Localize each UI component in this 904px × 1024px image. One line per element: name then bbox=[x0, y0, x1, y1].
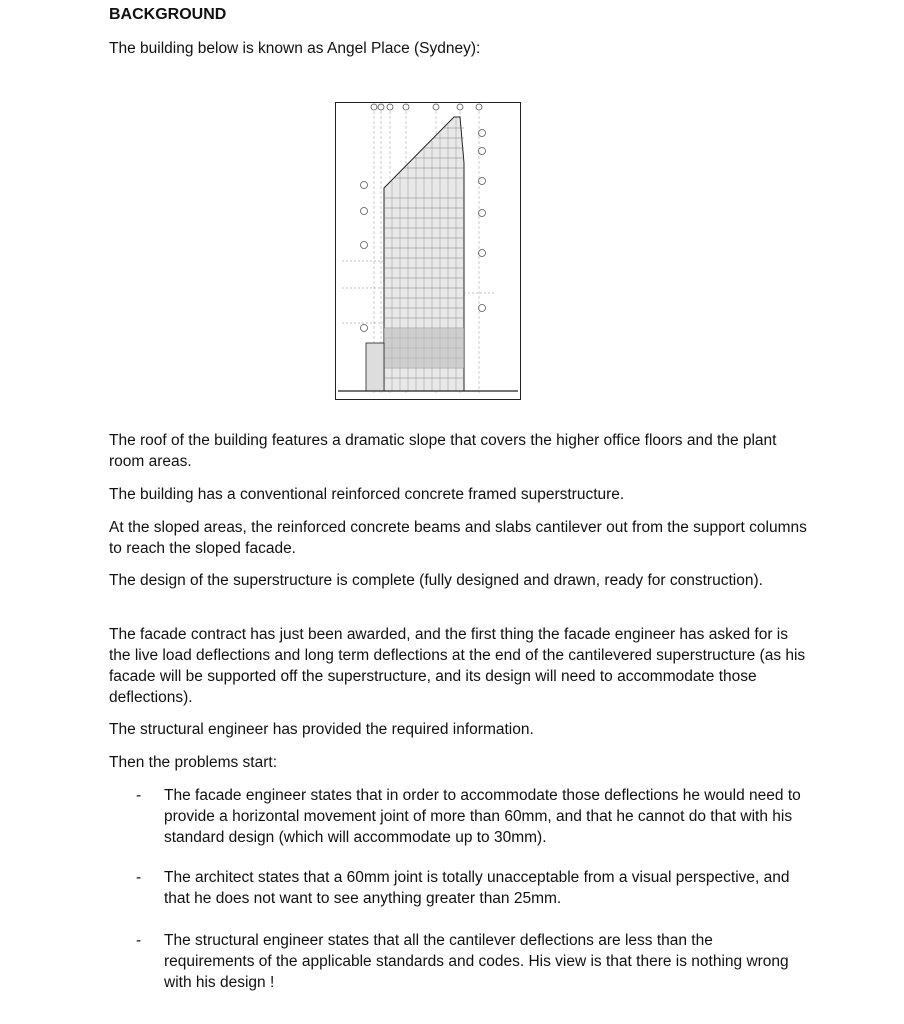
elevation-drawing bbox=[336, 103, 520, 399]
paragraph-3: At the sloped areas, the reinforced concrete beams and slabs cantilever out from the support columns to reach the sloped facade. bbox=[109, 519, 807, 557]
paragraph-7: Then the problems start: bbox=[109, 754, 277, 771]
bullet-text: The architect states that a 60mm joint is totally unacceptable from a visual perspective, and that he does not want to see anything greater than 25mm. bbox=[164, 869, 790, 907]
bullet-text: The structural engineer states that all the cantilever deflections are less than the requirements of the applicable standards and codes. His view is that there is nothing wrong with his design ! bbox=[164, 932, 789, 991]
paragraph-2: The building has a conventional reinforced concrete framed superstructure. bbox=[109, 486, 625, 503]
bullet-marker: - bbox=[136, 932, 142, 949]
bullet-marker: - bbox=[136, 787, 142, 804]
bullet-marker: - bbox=[136, 869, 142, 886]
paragraph-1: The roof of the building features a dramatic slope that covers the higher office floors and the plant room areas. bbox=[109, 432, 777, 470]
bullet-text: The facade engineer states that in order to accommodate those deflections he would need to provide a horizontal movement joint of more than 60mm, and that he cannot do that with his standard design (which will accommodate up to 30mm). bbox=[164, 787, 801, 846]
building-elevation-figure bbox=[335, 102, 521, 400]
paragraph-4: The design of the superstructure is complete (fully designed and drawn, ready for construction). bbox=[109, 572, 763, 589]
section-heading: BACKGROUND bbox=[109, 6, 227, 23]
paragraph-6: The structural engineer has provided the required information. bbox=[109, 721, 534, 738]
paragraph-5: The facade contract has just been awarded, and the first thing the facade engineer has asked for is the live load deflections and long term deflections at the end of the cantilevered superstructure (as his facade will be supported off the superstructure, and its design will need to accommodate those deflections). bbox=[109, 626, 806, 706]
intro-paragraph: The building below is known as Angel Place (Sydney): bbox=[109, 40, 481, 57]
